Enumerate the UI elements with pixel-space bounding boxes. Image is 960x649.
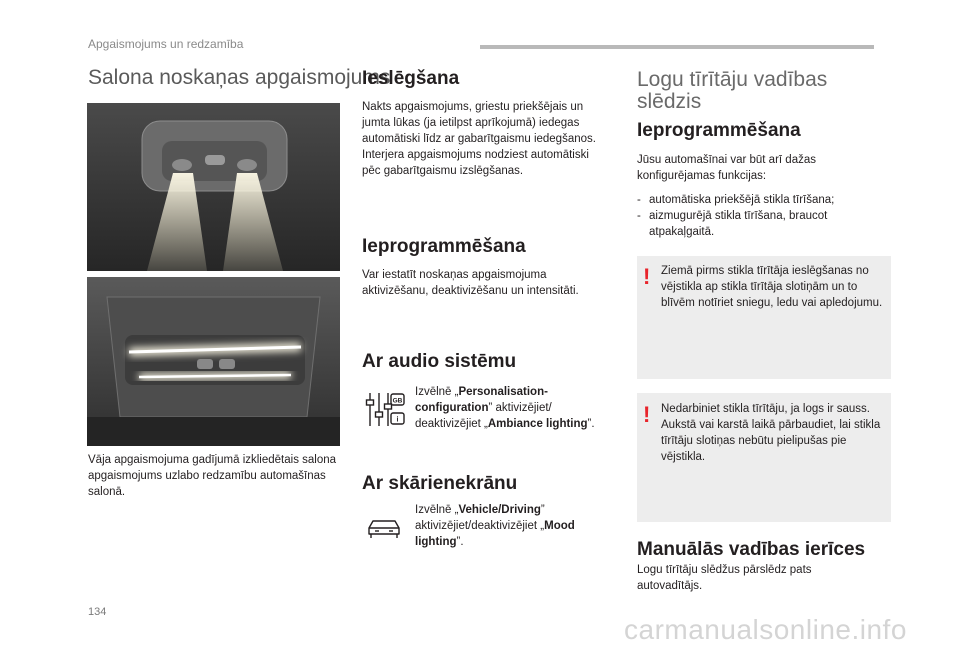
chapter-header: Apgaismojums un redzamība: [88, 37, 244, 51]
page-number: 134: [88, 606, 107, 618]
audio-settings-icon: [364, 390, 406, 430]
heading-wiper-programming: Ieprogrammēšana: [637, 120, 801, 141]
manual-controls-text: Logu tīrītāju slēdžus pārslēdz pats autovadītājs.: [637, 564, 812, 592]
watermark: carmanualsonline.info: [624, 614, 907, 645]
warning-dry-text: Nedarbiniet stikla tīrītāju, ja logs ir sauss. Aukstā vai karstā laikā pārbaudiet, lai stikla tīrītāju slotiņas nebūtu pielipušas pie vējstikla.: [661, 403, 881, 463]
section-title-wiper-switch: [637, 69, 827, 113]
ceiling-light-illustration-2: [87, 277, 340, 446]
heading-programming: Ieprogrammēšana: [362, 236, 526, 257]
warning-box-winter: [637, 256, 891, 379]
warning-winter-text: Ziemā pirms stikla tīrītāja ieslēgšanas no vējstikla ap stikla tīrītāja slotiņām un to blīvēm notīriet sniegu, ledu vai apledojumu.: [661, 265, 883, 309]
audio-system-instructions: Izvēlnē „Personalisation-configuration” aktivizējiet/ deaktivizējiet „Ambiance lighting”.: [415, 386, 595, 430]
heading-manual-controls: Manuālās vadības ierīces: [637, 539, 866, 560]
warning-box-dry: [637, 393, 891, 522]
section-title-ambient-lighting: Salona noskaņas apgaismojums: [88, 66, 391, 89]
ceiling-light-photo-2: [87, 277, 340, 446]
programming-text: Var iestatīt noskaņas apgaismojuma aktivizēšanu, deaktivizēšanu un intensitāti.: [362, 269, 579, 297]
header-rule: [480, 45, 874, 49]
list-item: - automātiska priekšējā stikla tīrīšana;: [637, 192, 889, 208]
heading-switch-on: Ieslēgšana: [362, 68, 460, 89]
heading-touchscreen: Ar skārienekrānu: [362, 473, 518, 494]
list-item: - aizmugurējā stikla tīrīšana, braucot atpakaļgaitā.: [637, 208, 889, 240]
wiper-functions-list: [637, 192, 889, 240]
ceiling-light-illustration-1: [87, 103, 340, 271]
svg-text:GB: GB: [392, 397, 403, 405]
heading-audio-system: Ar audio sistēmu: [362, 351, 517, 372]
ambient-caption: Vāja apgaismojuma gadījumā izkliedētais salona apgaismojums uzlabo redzamību automašīnas salonā.: [88, 454, 337, 498]
wiper-programming-text: Jūsu automašīnai var būt arī dažas konfigurējamas funkcijas:: [637, 154, 816, 182]
warning-icon: !: [643, 264, 651, 289]
ceiling-light-photo-1: [87, 103, 340, 271]
switch-on-text: Nakts apgaismojums, griestu priekšējais un jumta lūkas (ja ietilpst aprīkojumā) iedegas automātiski līdz ar gabarītgaismu iedegšanos. Interjera apgaismojums nodziest automātiski pēc gabarītgaismu izslēgšanas.: [362, 101, 596, 177]
touchscreen-instructions: Izvēlnē „Vehicle/Driving” aktivizējiet/deaktivizējiet „Mood lighting”.: [415, 504, 575, 548]
warning-icon: !: [643, 402, 651, 427]
wiper-title-line-2: slēdzis: [637, 90, 702, 113]
car-icon: [366, 516, 402, 540]
wiper-title-line-1: Logu tīrītāju vadības: [637, 68, 828, 91]
svg-text:i: i: [396, 416, 399, 424]
